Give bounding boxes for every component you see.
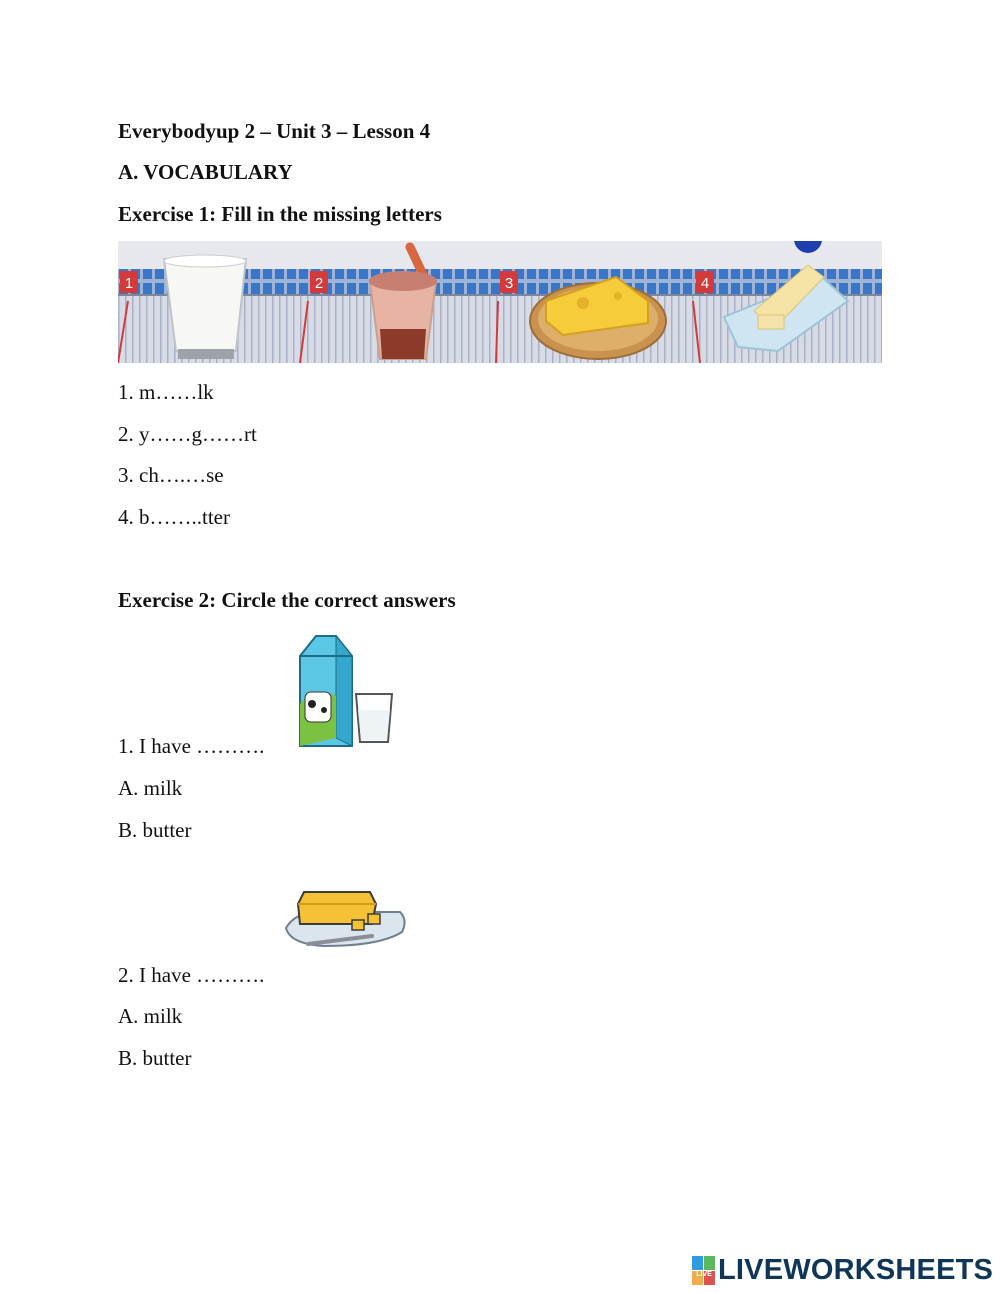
banner-number-4 bbox=[696, 271, 714, 293]
dairy-banner-image bbox=[118, 241, 882, 363]
exercise-1-item-4: 4. b……..tter bbox=[118, 505, 230, 529]
exercise-1-item-2: 2. y……g……rt bbox=[118, 422, 257, 446]
svg-text:2: 2 bbox=[314, 275, 324, 292]
banner-number-1 bbox=[120, 271, 138, 293]
page-title: Everybodyup 2 – Unit 3 – Lesson 4 bbox=[118, 119, 431, 143]
butter-dish-picture bbox=[284, 886, 408, 952]
svg-text:1: 1 bbox=[124, 275, 134, 292]
question-2-option-b[interactable]: B. butter bbox=[118, 1046, 192, 1070]
banner-number-3 bbox=[500, 271, 518, 293]
svg-text:LIVE: LIVE bbox=[696, 1271, 712, 1278]
question-2-prompt: 2. I have ………. bbox=[118, 963, 265, 987]
question-1-option-a[interactable]: A. milk bbox=[118, 776, 183, 800]
milk-carton-picture bbox=[296, 634, 400, 748]
question-2-option-a[interactable]: A. milk bbox=[118, 1004, 183, 1028]
exercise-2-heading: Exercise 2: Circle the correct answers bbox=[118, 588, 456, 612]
banner-number-2 bbox=[310, 271, 328, 293]
svg-text:4: 4 bbox=[700, 275, 710, 292]
svg-text:3: 3 bbox=[504, 275, 514, 292]
logo-text: LIVEWORKSHEETS bbox=[718, 1254, 994, 1286]
section-heading: A. VOCABULARY bbox=[118, 160, 293, 184]
milk-glass-picture bbox=[164, 255, 246, 359]
question-1-option-b[interactable]: B. butter bbox=[118, 818, 192, 842]
exercise-1-item-1: 1. m……lk bbox=[118, 380, 214, 404]
question-1-prompt: 1. I have ………. bbox=[118, 734, 265, 758]
logo-badge-icon bbox=[692, 1256, 716, 1286]
liveworksheets-logo[interactable] bbox=[692, 1252, 992, 1288]
exercise-1-item-3: 3. ch….…se bbox=[118, 463, 224, 487]
exercise-1-heading: Exercise 1: Fill in the missing letters bbox=[118, 202, 442, 226]
